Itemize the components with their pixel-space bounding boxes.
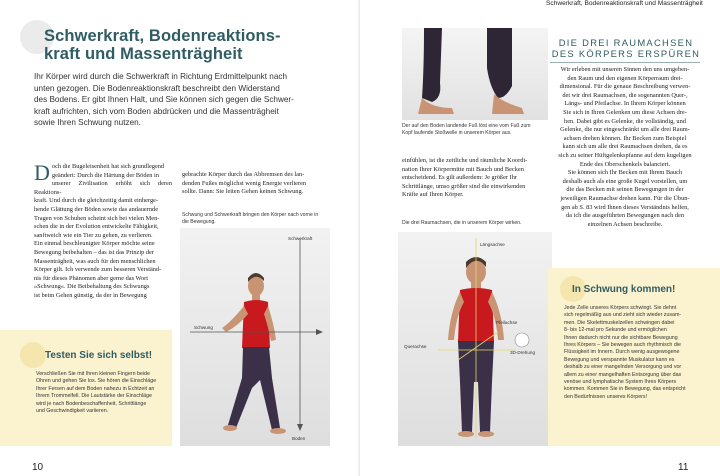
label-boden: Boden: [292, 436, 306, 441]
label-schwerkraft: Schwerkraft: [288, 236, 313, 241]
running-header: Schwerkraft, Bodenreaktionskraft und Massenträgheit: [546, 0, 703, 7]
drop-cap: D: [34, 160, 50, 185]
page-number-right: 11: [678, 462, 689, 473]
raumachsen-text: Wir erleben mit unseren Sinnen den uns umgeben- den Raum und den eigenen Körperraum drei- dimensional. Für die genaue Beschreibung verwen- det wir drei Raumachsen, die sogenannten Quer-, Längs- und Pfeilachse. In Ihrem Körper können Sie sich in Ihren Gelenken um diese Achsen dre- hen. Dabei gibt es Gelenke, die vollständig, und Gelenke, die nur eingeschränkt um alle drei Raum- achsen drehen können. Ihr Becken zum Beispiel kann sich um alle drei Raumachsen drehen, da es sich zu seiner Hüftgelenkspfanne auf dem kugeligen Ende des Oberschenkels balanciert. Sie können sich Ihr Becken mit Ihrem Bauch deshalb auch als eine große Kugel vorstellen, um die das Becken mit seinen Bewegungen in der jeweiligen Raumachse drehen kann. Für die Übun- gen ab S. 83 wird Ihnen dieses Verständnis helfen, da ich die ausgeführten Bewegungen nach den einzelnen Achsen beschreibe.: [558, 66, 692, 228]
label-schwung: Schwung: [194, 325, 213, 330]
body-column-1: D och die Bugeleisenheit hat sich grundlegend geändert: Durch die Härtung der Böden in unserer Zivilisation erhöht sich deren Reaktions- kraft. Und durch die gleichzeitig damit einherge- hende Glättung der Böden sowie das andauernde Tragen von Schuhen scheint sich bei vielen Men- schen die in der Evolution entwickelte Fähigkeit, sanftweich wie ein Tier zu gehen, zu verlieren. Ein einmal beschleunigter Körper möchte seine Bewegung beibehalten – das ist das Prinzip der Massenträgheit, was auch für den menschlichen Körper gilt. Ich verwende zum besseren Verständ- nis für dieses Phänomen aber gerne das Wort »Schwung«. Die Beibehaltung des Schwungs ist beim Gehen günstig, da der in Bewegung: [34, 160, 172, 299]
label-laengsachse: Längsachse: [480, 242, 505, 247]
raumachsen-title: DIE DREI RAUMACHSEN DES KÖRPERS ERSPÜREN: [551, 37, 701, 59]
label-querachse: Querachse: [404, 344, 427, 349]
axes-caption: Die drei Raumachsen, die in unserem Körper wirken.: [402, 220, 522, 226]
page-number-left: 10: [32, 462, 44, 473]
right-page: [360, 0, 720, 476]
feet-caption: Der auf den Boden landende Fuß löst eine vom Fuß zum Kopf laufende Stoßwelle in unserem Körper aus.: [402, 123, 531, 136]
body-column-2: gebrachte Körper durch das Abbremsen des lan- denden Fußes möglichst wenig Energie verlieren sollte. Dann: Sie leiten Gehen keinen Schwung.: [182, 171, 307, 196]
intro-paragraph: Ihr Körper wird durch die Schwerkraft in Richtung Erdmittelpunkt nach unten gezogen. Die Bodenreaktionskraft beschreibt den Widerstand des Bodens. Er gibt Ihnen Halt, und Sie können sich gegen die Schwer- kraft aufrichten, sich vom Boden abdrücken und die Massenträgheit sowie Ihren Schwung nutzen.: [34, 72, 294, 128]
label-3d-drehung: 3D-Drehung: [510, 350, 536, 355]
schwung-box-title: In Schwung kommen!: [572, 284, 676, 295]
standing-figure-illustration: [398, 232, 552, 446]
self-test-text: Verschließen Sie mit Ihren kleinen Fingern beide Ohren und gehen Sie los. Sie hören die Einschläge Ihrer Fersen auf dem Boden nahezu in Echtzeit an Ihrem Trommelfell. Die Lautstärke der Einschläge wird je nach Bodenbeschaffenheit, Schrittlänge und Geschwindigkeit variieren.: [36, 371, 157, 415]
title-line-1: Schwerkraft, Bodenreaktions-: [44, 27, 281, 45]
right-body-text: einfühlen, ist die zeitliche und räumliche Koordi- nation Ihrer Körpermitte mit Bauch und Becken entscheidend. Es gilt außerdem: Je größer Ihr Schrittlänge, umso größer sind die einwirkenden Kräfte auf Ihren Körper.: [402, 157, 528, 199]
walking-photo: [180, 228, 330, 446]
feet-illustration: [402, 28, 548, 120]
page-title: [44, 27, 344, 63]
figure-caption-left: Schwung und Schwerkraft bringen den Körper nach vorne in die Bewegung.: [182, 212, 319, 225]
schwung-box-text: Jede Zelle unseres Körpers schwingt. Sie dehnt sich regelmäßig aus und zieht sich wieder zusam- men. Die Skelettmuskelzellen schwingen dabei 8- bis 12-mal pro Sekunde und ermöglichen Ihnen dadurch nicht nur die sichtbare Bewegung Ihres Körpers – Sie bewegen auch rhythmisch die Flüssigkeit im Innern. Durch wenig ausgewogene Bewegung und verspannte Muskulatur kann es deshalb zu einer mangelnden Versorgung und vor allem zu einer mangelhaften Entsorgung über das venöse und lymphatische System Ihres Körpers kommen. Kommen Sie in Bewegung, das entspricht den Bedürfnissen unseres Körpers!: [564, 305, 686, 400]
box-decorative-circle: [20, 342, 46, 368]
label-pfeilachse: Pfeilachse: [496, 320, 518, 325]
title-line-2: kraft und Massenträgheit: [44, 45, 243, 63]
self-test-title: Testen Sie sich selbst!: [45, 350, 153, 361]
axes-photo: [398, 232, 552, 446]
title-divider: [550, 62, 700, 63]
feet-photo: [402, 28, 548, 120]
walking-figure-illustration: [180, 228, 330, 446]
